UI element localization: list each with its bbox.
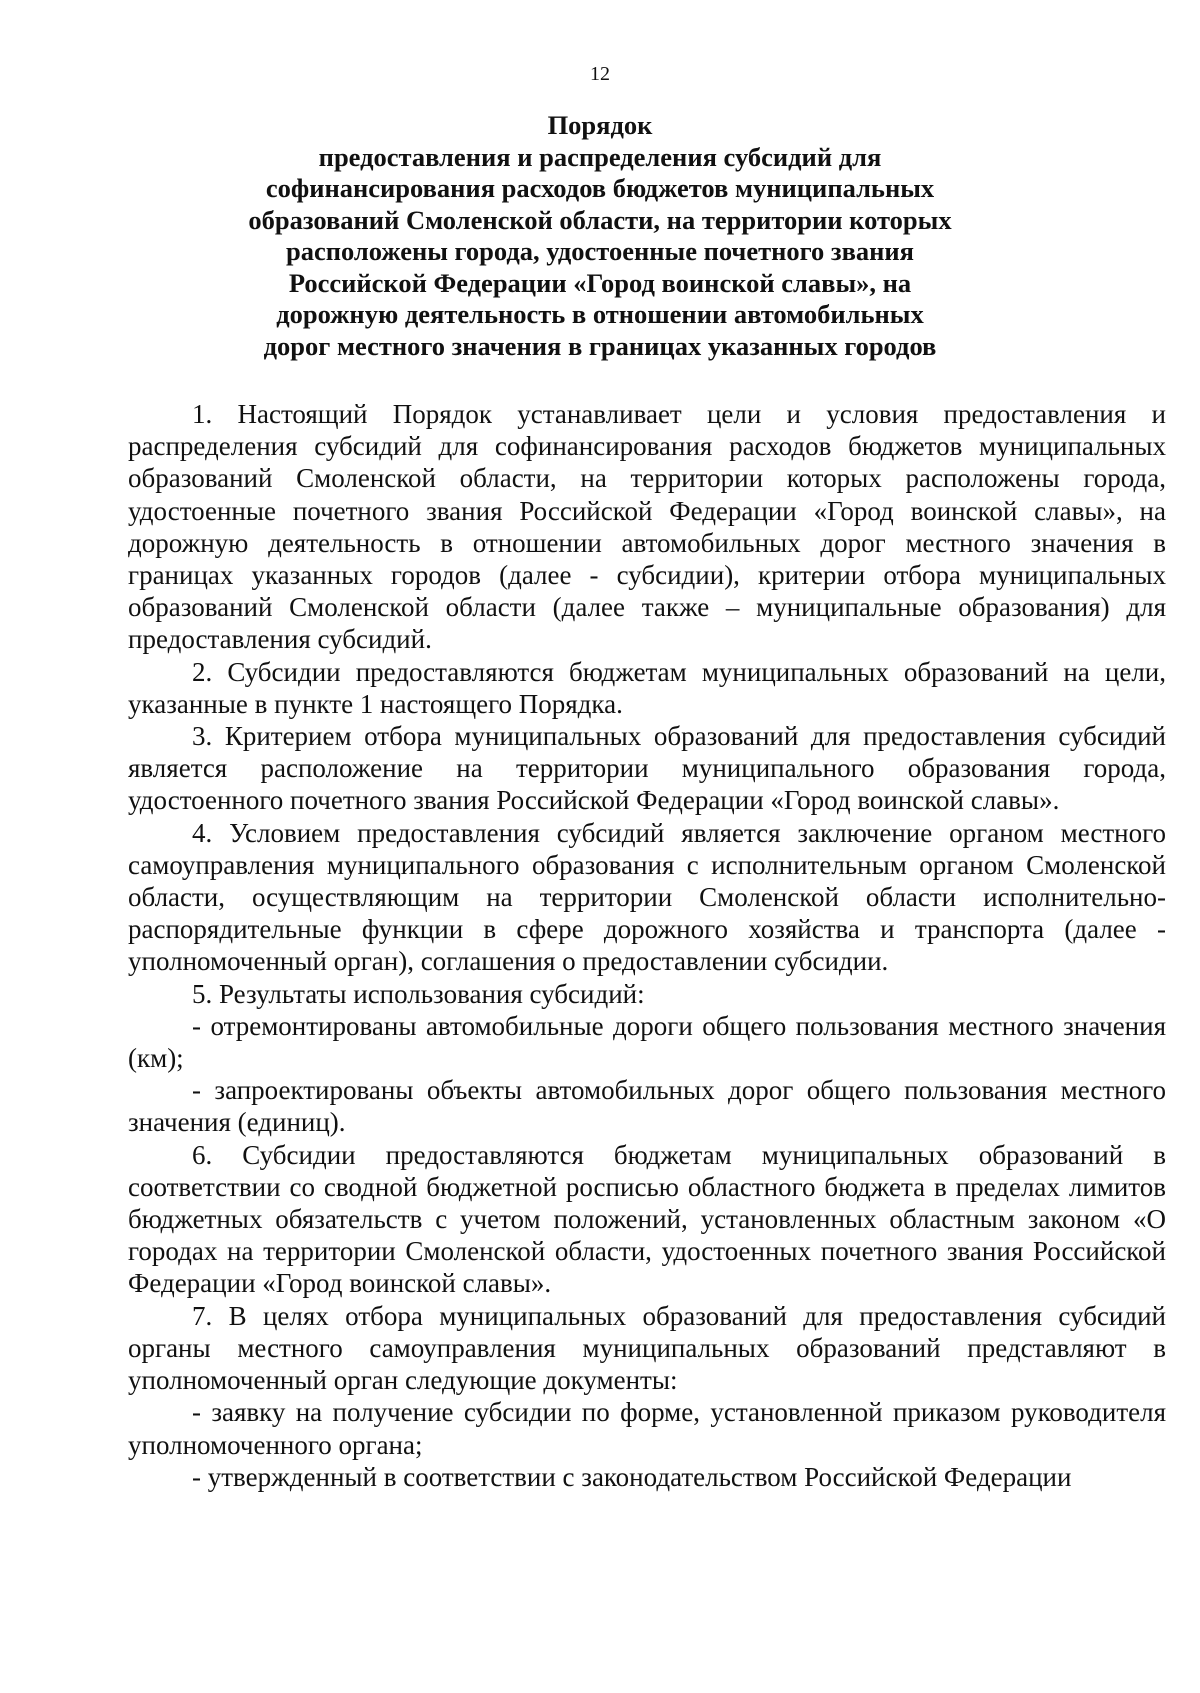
- paragraph-3: 3. Критерием отбора муниципальных образований для предоставления субсидий является расположение на территории муниципального образования города, удостоенного почетного звания Российской Федерации «Город воинской славы».: [128, 721, 1166, 816]
- document-title: [160, 110, 1040, 362]
- title-line: Порядок: [547, 110, 653, 140]
- paragraph-1: 1. Настоящий Порядок устанавливает цели и условия предоставления и распределения субсидий для софинансирования расходов бюджетов муниципальных образований Смоленской области, на территории которых расположены города, удостоенные почетного звания Российской Федерации «Город воинской славы», на дорожную деятельность в отношении автомобильных дорог местного значения в границах указанных городов (далее - субсидии), критерии отбора муниципальных образований Смоленской области (далее также – муниципальные образования) для предоставления субсидий.: [128, 399, 1166, 655]
- list-item-result-objects: - запроектированы объекты автомобильных дорог общего пользования местного значения (единиц).: [128, 1075, 1166, 1138]
- title-line: дорог местного значения в границах указанных городов: [263, 330, 937, 361]
- title-line: предоставления и распределения субсидий для: [318, 141, 882, 172]
- page-number: 12: [590, 63, 610, 85]
- paragraph-5: 5. Результаты использования субсидий:: [192, 978, 645, 1009]
- title-line: образований Смоленской области, на территории которых: [248, 204, 952, 235]
- paragraph-2: 2. Субсидии предоставляются бюджетам муниципальных образований на цели, указанные в пункте 1 настоящего Порядка.: [128, 656, 1166, 719]
- title-line: дорожную деятельность в отношении автомобильных: [276, 299, 924, 329]
- title-line: расположены города, удостоенные почетного звания: [285, 236, 915, 266]
- list-item-application: - заявку на получение субсидии по форме, установленной приказом руководителя уполномоченного органа;: [128, 1397, 1166, 1460]
- paragraph-6: 6. Субсидии предоставляются бюджетам муниципальных образований в соответствии со сводной бюджетной росписью областного бюджета в пределах лимитов бюджетных обязательств с учетом положений, установленных областным законом «О городах на территории Смоленской области, удостоенных почетного звания Российской Федерации «Город воинской славы».: [128, 1139, 1166, 1299]
- list-item-approved: - утвержденный в соответствии с законодательством Российской Федерации: [192, 1461, 1072, 1492]
- title-line: софинансирования расходов бюджетов муниципальных: [265, 173, 935, 203]
- document-body: [128, 398, 1166, 1493]
- paragraph-7: 7. В целях отбора муниципальных образований для предоставления субсидий органы местного самоуправления муниципальных образований представляют в уполномоченный орган следующие документы:: [128, 1300, 1166, 1396]
- title-line: Российской Федерации «Город воинской славы», на: [288, 267, 912, 298]
- list-item-result-roads: - отремонтированы автомобильные дороги общего пользования местного значения (км);: [128, 1010, 1166, 1074]
- paragraph-4: 4. Условием предоставления субсидий является заключение органом местного самоуправления муниципального образования с исполнительным органом Смоленской области, осуществляющим на территории Смоленской области исполнительно-распорядительные функции в сфере дорожного хозяйства и транспорта (далее - уполномоченный орган), соглашения о предоставлении субсидии.: [128, 817, 1166, 977]
